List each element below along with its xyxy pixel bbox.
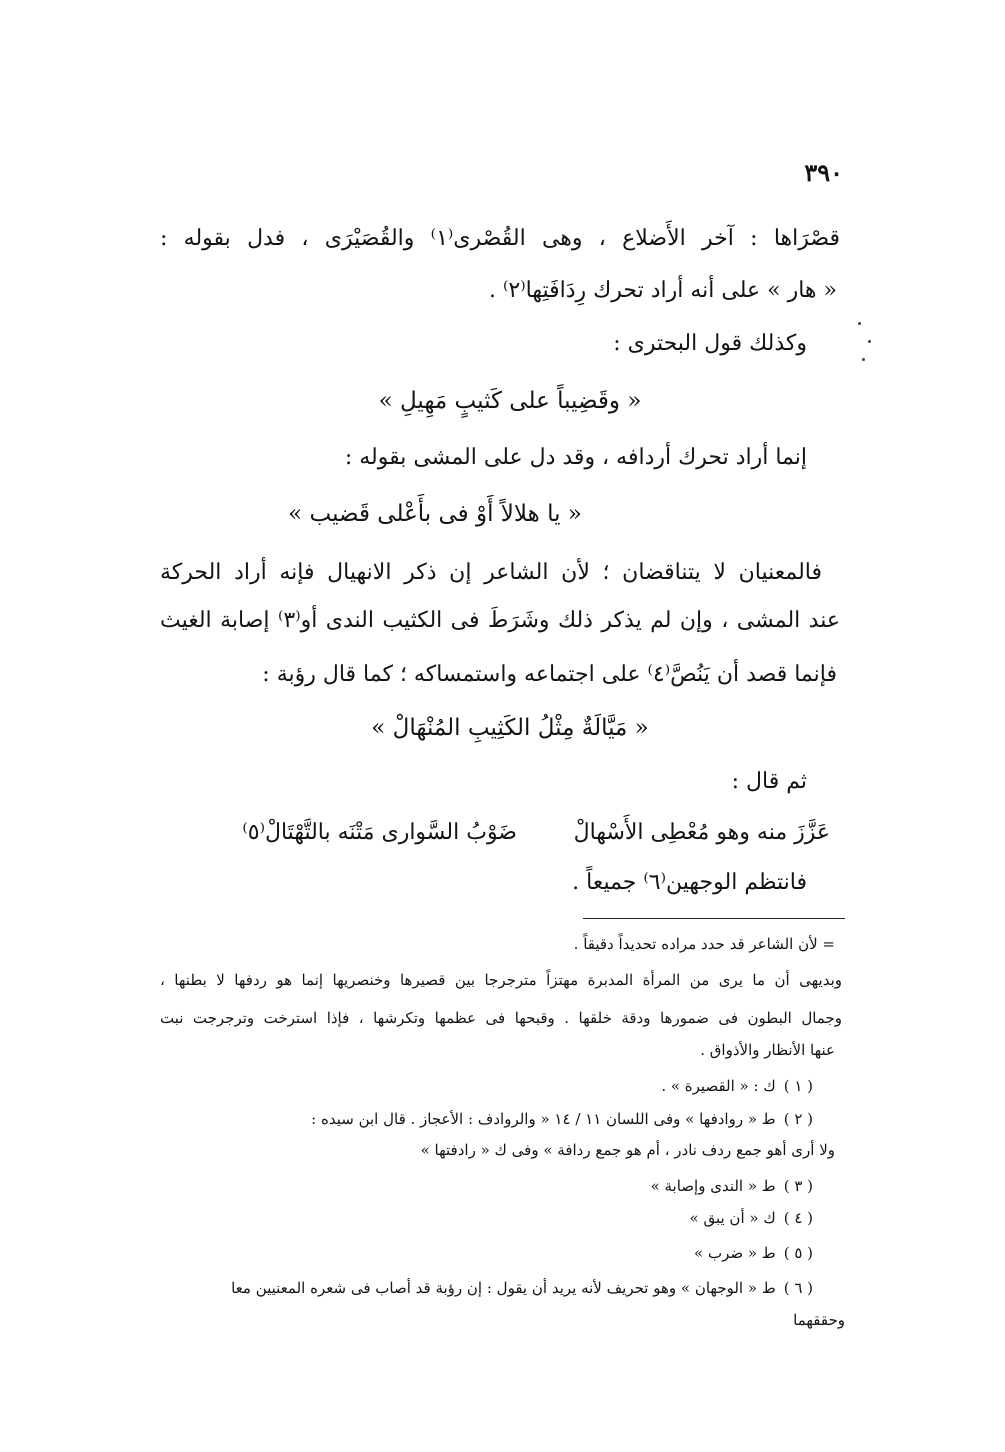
footnote-1: [661, 1074, 813, 1098]
body-line-5: فالمعنيان لا يتناقضان ؛ لأن الشاعر إن ذكر الانهيال فإنه أراد الحركة: [160, 560, 822, 585]
footnote-number: ( ٦ ): [783, 1279, 813, 1297]
footnote-text: ك : « القصيرة » .: [661, 1077, 776, 1095]
footnote-text: ط « ضرب »: [694, 1244, 776, 1262]
footnote-6-continued: وحققهما: [793, 1311, 845, 1329]
body-line-3: وكذلك قول البحترى :: [613, 331, 807, 356]
footnote-text: ط « الندى وإصابة »: [650, 1177, 776, 1195]
body-line-2: « هار » على أنه أراد تحرك رِدَافَتِها⁽٢⁾ .: [489, 278, 837, 303]
footnote-5: [694, 1241, 813, 1265]
body-line-9: فانتظم الوجهين⁽٦⁾ جميعاً .: [572, 870, 807, 895]
scan-speck: [858, 322, 861, 325]
couplet-hemistich-right: عَزَّزَ منه وهو مُعْطِى الأَسْهالْ: [573, 820, 830, 845]
footnote-text: ط « الوجهان » وهو تحريف لأنه يريد أن يقول : إن رؤبة قد أصاب فى شعره المعنيين معا: [231, 1279, 776, 1297]
footnote-number: ( ٤ ): [783, 1209, 813, 1227]
footnote-intro-4: عنها الأنظار والأذواق .: [700, 1041, 835, 1059]
footnote-number: ( ٣ ): [783, 1177, 813, 1195]
footnote-intro-2: وبديهى أن ما يرى من المرأة المدبرة مهتزاً مترجرجا بين قصيرها وخنصريها إنما هو ردفها لا بطنها ،: [160, 971, 842, 989]
footnote-intro-1: = لأن الشاعر قد حدد مراده تحديداً دقيقاً .: [573, 935, 835, 953]
footnote-number: ( ٢ ): [783, 1110, 813, 1128]
footnote-number: ( ١ ): [783, 1077, 813, 1095]
scan-speck: [862, 358, 865, 361]
footnote-number: ( ٥ ): [783, 1244, 813, 1262]
footnote-6: [231, 1276, 813, 1300]
verse-roaba: « مَيَّالَةٌ مِثْلُ الكَثِيبِ المُنْهَالْ »: [371, 715, 649, 741]
footnote-text: ط « روادفها » وفى اللسان ١١ / ١٤ « والروادف : الأعجاز . قال ابن سيده :: [311, 1110, 776, 1128]
verse-hilal: « يا هلالاً أَوْ فى بأَعْلى قَضيب »: [288, 501, 582, 527]
body-line-7: فإنما قصد أن يَنُصَّ⁽٤⁾ على اجتماعه واستمساكه ؛ كما قال رؤبة :: [262, 662, 837, 687]
footnote-2-continued: ولا أرى أهو جمع ردف نادر ، أم هو جمع ردافة » وفى ك « رادفتها »: [420, 1141, 835, 1159]
body-line-4: إنما أراد تحرك أردافه ، وقد دل على المشى بقوله :: [344, 445, 807, 470]
footnote-intro-3: وجمال البطون فى ضمورها ودقة خلقها . وقبحها فى عظمها وتكرشها ، فإذا استرخت وترجرجت نبت: [160, 1009, 842, 1027]
footnote-text: ك « أن يبق »: [689, 1209, 776, 1227]
body-line-6: عند المشى ، وإن لم يذكر ذلك وشَرَطَ فى الكثيب الندى أو⁽٣⁾ إصابة الغيث: [160, 608, 840, 633]
page-number: ٣٩٠: [804, 158, 843, 187]
body-line-8: ثم قال :: [731, 769, 807, 794]
footnote-3: [651, 1174, 813, 1198]
body-line-1: قصْرَاها : آخر الأَضلاع ، وهى القُصْرى⁽١⁾ والقُصَيْرَى ، فدل بقوله :: [160, 226, 840, 251]
scan-speck: [868, 340, 871, 343]
couplet-hemistich-left: ضَوْبُ السَّوارى مَتْنَه بالتَّهْتَالْ⁽٥⁾: [242, 820, 517, 845]
footnote-separator: [583, 918, 845, 919]
verse-bohtori: « وقَضِيباً على كَثيبٍ مَهِيلِ »: [378, 388, 642, 414]
footnote-4: [690, 1206, 814, 1230]
footnote-2: [311, 1107, 813, 1131]
